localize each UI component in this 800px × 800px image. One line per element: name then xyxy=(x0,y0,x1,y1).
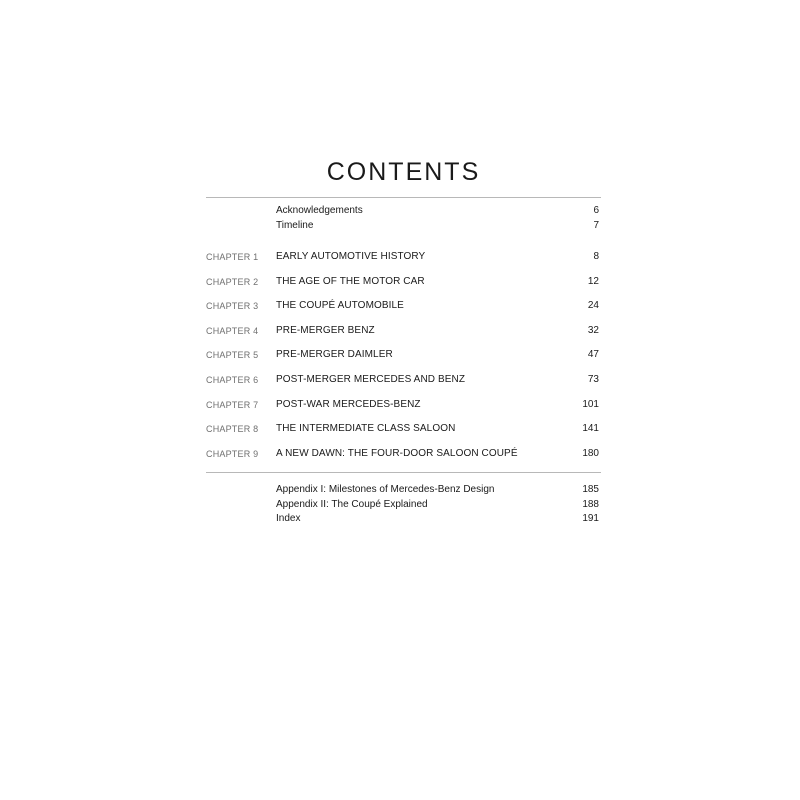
toc-entry-timeline[interactable] xyxy=(206,219,601,234)
toc-chapter-8[interactable] xyxy=(206,422,601,447)
toc-page-number: 32 xyxy=(587,324,599,336)
chapter-title: THE AGE OF THE MOTOR CAR xyxy=(276,275,425,287)
chapter-title: EARLY AUTOMOTIVE HISTORY xyxy=(276,251,426,262)
toc-chapter-3[interactable] xyxy=(206,299,601,324)
toc-page-number: 12 xyxy=(587,275,599,287)
toc-page-number: 73 xyxy=(587,373,599,385)
chapter-label: CHAPTER 2 xyxy=(206,276,259,287)
front-matter-list xyxy=(206,204,601,233)
chapter-title: PRE-MERGER DAIMLER xyxy=(276,349,393,361)
toc-chapter-4[interactable] xyxy=(206,324,601,349)
toc-page-number: 24 xyxy=(587,300,599,312)
toc-entry-acknowledgements[interactable] xyxy=(206,204,601,219)
toc-page-number: 141 xyxy=(582,423,599,435)
chapter-label: CHAPTER 8 xyxy=(206,424,259,435)
back-matter-list xyxy=(206,483,601,527)
toc-chapter-2[interactable] xyxy=(206,275,601,300)
chapter-title: A NEW DAWN: THE FOUR-DOOR SALOON COUPÉ xyxy=(276,447,518,459)
chapter-title: POST-WAR MERCEDES-BENZ xyxy=(276,398,421,410)
toc-page-number: 191 xyxy=(582,513,599,524)
toc-chapter-6[interactable] xyxy=(206,373,601,398)
chapter-title: PRE-MERGER BENZ xyxy=(276,324,375,336)
toc-entry-appendix-2[interactable] xyxy=(206,498,601,513)
toc-entry-index[interactable] xyxy=(206,512,601,527)
toc-entry-appendix-1[interactable] xyxy=(206,483,601,498)
toc-page-number: 185 xyxy=(582,484,599,495)
toc-chapter-5[interactable] xyxy=(206,348,601,373)
page-title: CONTENTS xyxy=(326,158,481,186)
toc-page-number: 47 xyxy=(587,349,599,361)
toc-entry-title: Acknowledgements xyxy=(276,205,363,216)
bottom-divider xyxy=(206,472,601,473)
chapter-title: POST-MERGER MERCEDES AND BENZ xyxy=(276,373,466,385)
toc-entry-title: Appendix II: The Coupé Explained xyxy=(276,498,428,510)
chapter-label: CHAPTER 5 xyxy=(206,350,259,361)
chapter-label: CHAPTER 4 xyxy=(206,325,259,336)
top-divider xyxy=(206,197,601,198)
toc-chapter-7[interactable] xyxy=(206,398,601,423)
toc-entry-title: Timeline xyxy=(276,219,314,231)
toc-page-number: 180 xyxy=(582,447,599,459)
toc-entry-title: Appendix I: Milestones of Mercedes-Benz Design xyxy=(276,484,495,495)
toc-page-number: 6 xyxy=(593,205,599,216)
chapter-label: CHAPTER 9 xyxy=(206,448,259,459)
toc-page-number: 101 xyxy=(582,398,599,410)
chapter-label: CHAPTER 7 xyxy=(206,399,259,410)
chapter-label: CHAPTER 1 xyxy=(206,252,259,262)
toc-page-number: 8 xyxy=(593,251,599,262)
toc-page-number: 188 xyxy=(582,498,599,510)
toc-chapter-1[interactable] xyxy=(206,250,601,275)
toc-entry-title: Index xyxy=(276,513,301,524)
chapter-title: THE COUPÉ AUTOMOBILE xyxy=(276,300,404,312)
chapter-label: CHAPTER 6 xyxy=(206,374,259,385)
toc-chapter-9[interactable] xyxy=(206,447,601,472)
chapter-list xyxy=(206,250,601,471)
chapter-label: CHAPTER 3 xyxy=(206,301,259,312)
chapter-title: THE INTERMEDIATE CLASS SALOON xyxy=(276,423,456,435)
toc-page-number: 7 xyxy=(593,219,599,231)
